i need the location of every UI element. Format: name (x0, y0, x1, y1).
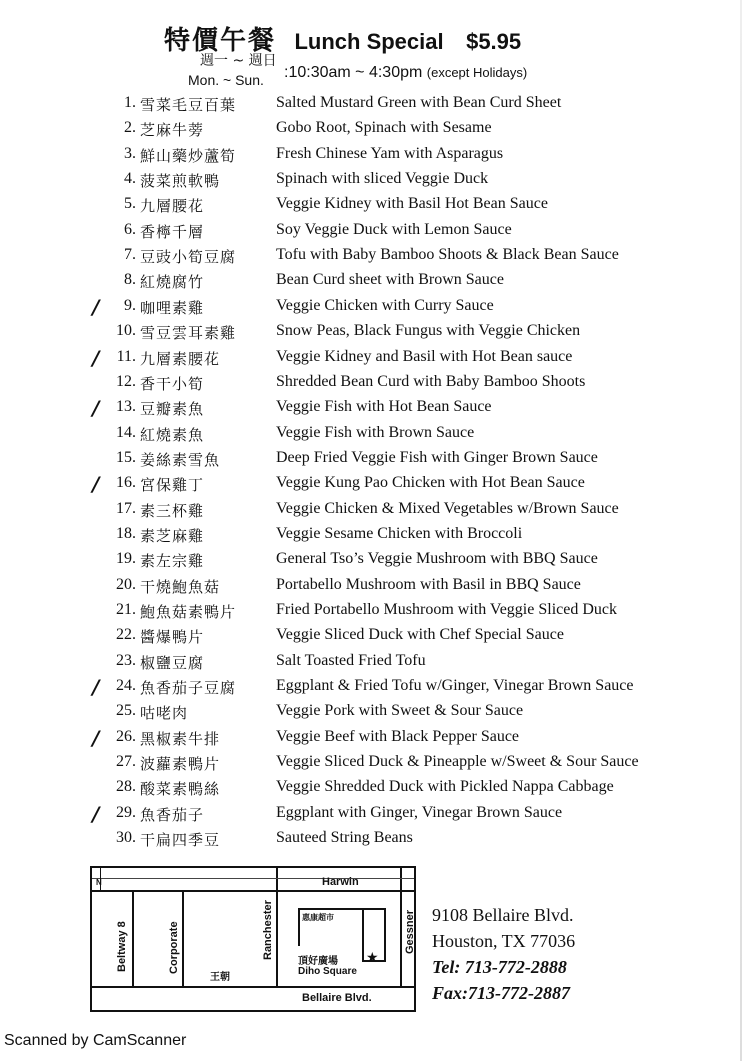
item-name-chinese: 醬爆鴨片 (140, 628, 205, 647)
item-name-english: Veggie Sesame Chicken with Broccoli (276, 524, 523, 542)
item-name-english: Salt Toasted Fried Tofu (276, 651, 426, 669)
item-name-english: Veggie Pork with Sweet & Sour Sauce (276, 702, 524, 720)
item-name-chinese: 香檸千層 (140, 222, 205, 241)
item-name-chinese: 干燒鮑魚菇 (140, 577, 221, 596)
item-name-chinese: 素三杯雞 (140, 501, 205, 520)
map-label-bellaire: Bellaire Blvd. (302, 992, 372, 1004)
item-name-chinese: 魚香茄子豆腐 (140, 679, 237, 698)
item-number: 19. (116, 550, 136, 568)
check-mark: / (92, 472, 100, 497)
menu-item (0, 802, 750, 827)
item-name-english: Veggie Sliced Duck & Pineapple w/Sweet & Sour Sauce (276, 753, 639, 771)
item-name-chinese: 黑椒素牛排 (140, 729, 221, 748)
address-city: Houston, TX 77036 (432, 931, 576, 951)
item-name-english: Shredded Bean Curd with Baby Bamboo Shoots (276, 372, 586, 390)
item-name-english: Salted Mustard Green with Bean Curd Sheet (276, 94, 562, 111)
map-road-corporate (182, 890, 184, 988)
menu-item (0, 472, 750, 497)
item-number: 24. (116, 677, 136, 695)
item-name-chinese: 菠菜煎軟鴨 (140, 172, 221, 191)
item-number: 10. (116, 322, 136, 340)
item-number: 30. (116, 829, 136, 847)
fax-number: Fax:713-772-2887 (432, 983, 570, 1003)
check-mark: / (92, 345, 100, 370)
days-english: Mon. ~ Sun. (188, 72, 264, 88)
menu-item (0, 447, 750, 472)
menu-item (0, 320, 750, 345)
item-name-english: Veggie Fish with Hot Bean Sauce (276, 398, 492, 416)
map-road-harwin (92, 890, 414, 892)
map-label-wangchao: 王朝 (210, 972, 230, 983)
item-name-chinese: 紅燒素魚 (140, 425, 205, 444)
item-name-english: Veggie Chicken with Curry Sauce (276, 296, 494, 314)
menu-item (0, 574, 750, 599)
item-name-english: Spinach with sliced Veggie Duck (276, 170, 489, 188)
item-name-chinese: 雪豆雲耳素雞 (140, 324, 237, 343)
hours-time: :10:30am ~ 4:30pm (284, 64, 423, 81)
map-label-diho-en: Diho Square (298, 966, 357, 977)
item-name-english: Veggie Shredded Duck with Pickled Nappa Cabbage (276, 778, 614, 796)
item-name-english: Veggie Beef with Black Pepper Sauce (276, 727, 520, 745)
item-number: 12. (116, 372, 136, 390)
menu-item (0, 168, 750, 193)
item-number: 17. (116, 499, 136, 517)
item-name-chinese: 波蘿素鴨片 (140, 755, 221, 774)
item-name-chinese: 九層腰花 (140, 197, 205, 216)
menu-item (0, 827, 750, 852)
lunch-price: $5.95 (466, 29, 522, 54)
item-name-chinese: 魚香茄子 (140, 805, 205, 824)
item-name-english: Bean Curd sheet with Brown Sauce (276, 271, 504, 289)
item-number: 16. (116, 474, 136, 492)
menu-item (0, 700, 750, 725)
item-number: 25. (116, 702, 136, 720)
item-number: 8. (124, 271, 136, 289)
scanner-footer: Scanned by CamScanner (4, 1032, 187, 1049)
item-number: 26. (116, 727, 136, 745)
item-name-chinese: 素左宗雞 (140, 552, 205, 571)
item-name-chinese: 咖哩素雞 (140, 298, 205, 317)
menu-item (0, 143, 750, 168)
map-label-market: 惠康超市 (302, 913, 334, 922)
item-number: 9. (124, 296, 136, 314)
check-mark: / (92, 675, 100, 700)
map-label-beltway: Beltway 8 (116, 921, 128, 972)
menu-item (0, 422, 750, 447)
item-name-english: Veggie Kidney and Basil with Hot Bean sauce (276, 347, 573, 365)
item-name-english: Sauteed String Beans (276, 829, 413, 847)
item-number: 14. (116, 423, 136, 441)
menu-item (0, 498, 750, 523)
item-name-english: Veggie Sliced Duck with Chef Special Sauce (276, 626, 564, 644)
map-label-corporate: Corporate (168, 921, 180, 974)
item-number: 29. (116, 803, 136, 821)
item-name-english: Veggie Fish with Brown Sauce (276, 423, 475, 441)
north-label: N (96, 878, 102, 887)
map-road-bellaire (92, 986, 414, 988)
item-name-chinese: 芝麻牛蒡 (140, 121, 205, 140)
item-name-english: Eggplant with Ginger, Vinegar Brown Sauce (276, 803, 563, 821)
item-number: 4. (124, 170, 136, 188)
check-mark: / (92, 801, 100, 826)
lunch-hours (284, 64, 527, 82)
item-name-english: General Tso’s Veggie Mushroom with BBQ Sauce (276, 550, 598, 568)
menu-item (0, 269, 750, 294)
map-divider (92, 878, 414, 879)
menu-item (0, 523, 750, 548)
item-name-english: Fresh Chinese Yam with Asparagus (276, 144, 504, 162)
item-number: 27. (116, 753, 136, 771)
item-number: 11. (116, 347, 136, 365)
item-name-english: Tofu with Baby Bamboo Shoots & Black Bean Sauce (276, 246, 619, 264)
item-number: 15. (116, 448, 136, 466)
item-name-english: Veggie Kidney with Basil Hot Bean Sauce (276, 195, 548, 213)
title-english: Lunch Special (294, 29, 444, 54)
address-block (432, 902, 575, 1006)
days-chinese: 週一 ~ 週日 (200, 53, 277, 69)
menu-item (0, 624, 750, 649)
item-number: 7. (124, 246, 136, 264)
item-number: 22. (116, 626, 136, 644)
item-name-english: Eggplant & Fried Tofu w/Ginger, Vinegar Brown Sauce (276, 677, 634, 695)
item-name-english: Fried Portabello Mushroom with Veggie Sliced Duck (276, 601, 617, 618)
menu-item (0, 117, 750, 142)
map-label-ranchester: Ranchester (262, 900, 274, 960)
item-number: 13. (116, 398, 136, 416)
menu-item (0, 295, 750, 320)
menu-item (0, 726, 750, 751)
item-name-english: Deep Fried Veggie Fish with Ginger Brown Sauce (276, 448, 598, 466)
item-number: 20. (116, 575, 136, 593)
check-mark: / (92, 725, 100, 750)
item-number: 28. (116, 778, 136, 796)
item-name-chinese: 鮮山藥炒蘆筍 (140, 146, 237, 165)
title-chinese: 特價午餐 (164, 26, 277, 56)
map-road-gessner (400, 868, 402, 988)
location-star-icon: ★ (366, 951, 379, 966)
location-map (90, 866, 416, 1012)
item-name-english: Soy Veggie Duck with Lemon Sauce (276, 220, 512, 238)
item-name-chinese: 紅燒腐竹 (140, 273, 205, 292)
item-number: 2. (124, 119, 136, 137)
item-name-chinese: 咕咾肉 (140, 704, 189, 723)
check-mark: / (92, 294, 100, 319)
menu-item (0, 650, 750, 675)
item-name-chinese: 宮保雞丁 (140, 476, 205, 495)
item-number: 23. (116, 651, 136, 669)
item-name-chinese: 素芝麻雞 (140, 526, 205, 545)
check-mark: / (92, 396, 100, 421)
item-name-chinese: 姜絲素雪魚 (140, 450, 221, 469)
menu-item (0, 751, 750, 776)
item-number: 21. (116, 601, 136, 618)
address-street: 9108 Bellaire Blvd. (432, 905, 574, 925)
item-name-chinese: 干扁四季豆 (140, 831, 221, 850)
item-name-english: Veggie Kung Pao Chicken with Hot Bean Sauce (276, 474, 585, 492)
item-name-english: Snow Peas, Black Fungus with Veggie Chicken (276, 322, 581, 340)
item-name-chinese: 雪菜毛豆百葉 (140, 96, 237, 114)
menu-item (0, 396, 750, 421)
item-name-chinese: 豆瓣素魚 (140, 400, 205, 419)
menu-item (0, 371, 750, 396)
menu-item (0, 219, 750, 244)
item-number: 5. (124, 195, 136, 213)
menu-item (0, 92, 750, 117)
menu-item (0, 548, 750, 573)
menu-item (0, 599, 750, 624)
menu-item (0, 675, 750, 700)
phone-number: Tel: 713-772-2888 (432, 957, 567, 977)
item-number: 18. (116, 524, 136, 542)
item-number: 6. (124, 220, 136, 238)
map-road-beltway (132, 890, 134, 988)
item-name-chinese: 椒鹽豆腐 (140, 653, 205, 672)
item-name-english: Veggie Chicken & Mixed Vegetables w/Brown Sauce (276, 499, 619, 517)
menu-item (0, 193, 750, 218)
item-name-chinese: 九層素腰花 (140, 349, 221, 368)
item-name-english: Portabello Mushroom with Basil in BBQ Sauce (276, 575, 581, 593)
item-name-chinese: 酸菜素鴨絲 (140, 780, 221, 799)
map-label-gessner: Gessner (404, 909, 416, 954)
item-name-english: Gobo Root, Spinach with Sesame (276, 119, 492, 137)
menu-item (0, 776, 750, 801)
item-name-chinese: 香干小筍 (140, 374, 205, 393)
item-name-chinese: 豆豉小筍豆腐 (140, 248, 237, 267)
item-number: 1. (124, 94, 136, 111)
menu-item (0, 346, 750, 371)
hours-note: (except Holidays) (426, 65, 528, 80)
item-name-chinese: 鮑魚菇素鴨片 (140, 603, 237, 621)
menu-item (0, 244, 750, 269)
map-road-ranchester (276, 868, 278, 988)
map-label-harwin: Harwin (322, 876, 359, 888)
item-number: 3. (124, 144, 136, 162)
map-label-diho-zh: 頂好廣場 (298, 956, 338, 967)
